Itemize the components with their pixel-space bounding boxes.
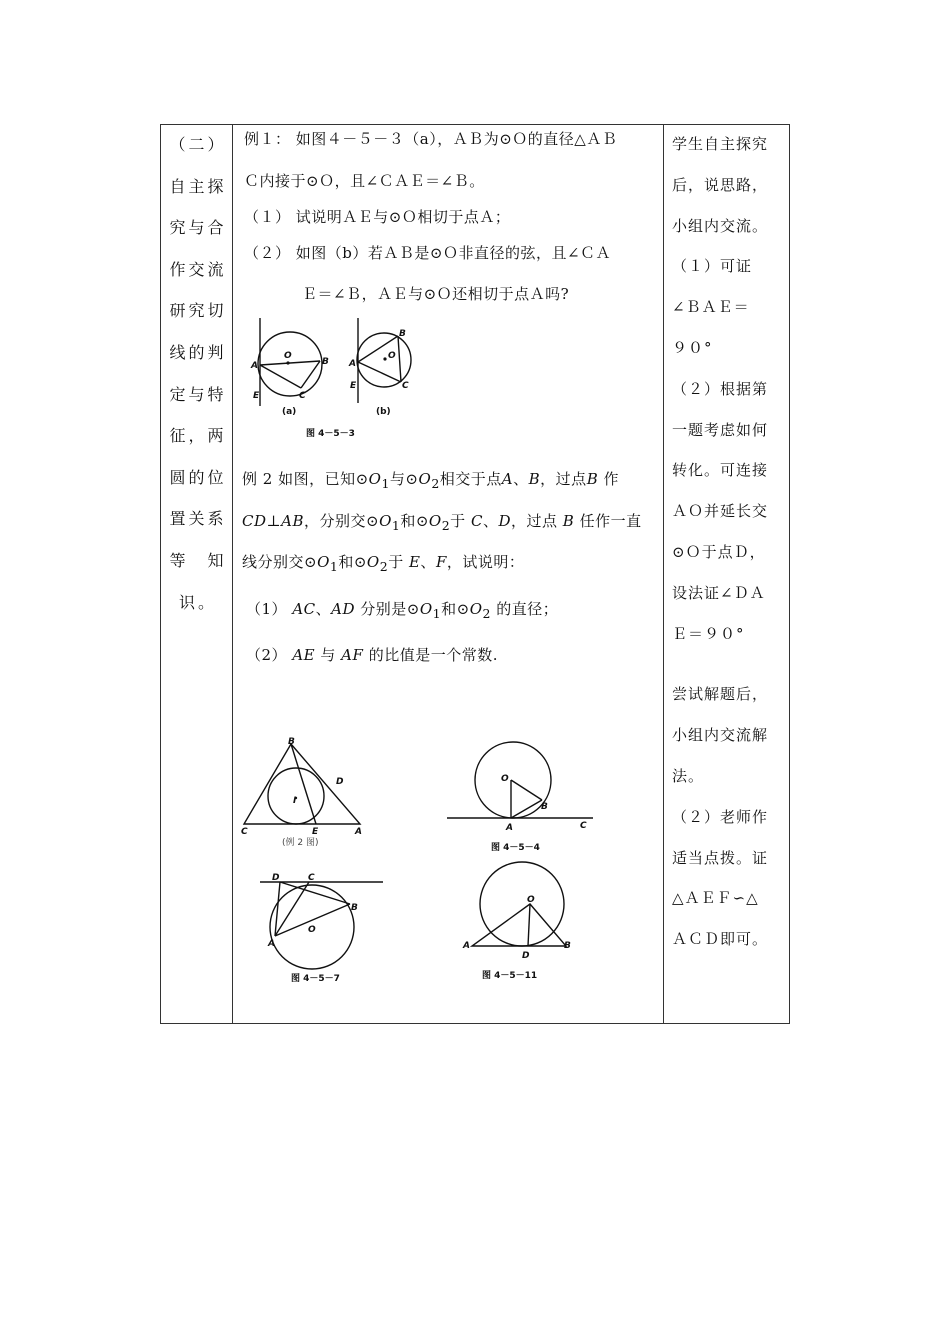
activity-line: （１）可证 (672, 257, 753, 276)
example1-line: Ｅ＝∠Ｂ，ＡＥ与⊙Ｏ还相切于点Ａ吗? (302, 285, 570, 303)
label-B: B (322, 357, 329, 367)
figure-caption: 图 4－5－11 (482, 971, 538, 981)
figure-caption: 图 4－5－7 (291, 974, 340, 984)
label-E: E (350, 381, 357, 391)
activity-line: 一题考虑如何 (672, 420, 769, 439)
activity-line: 适当点拨。证 (672, 848, 769, 867)
label-A: A (268, 939, 275, 949)
figure-4-5-7 (255, 868, 395, 988)
figure-4-5-4 (445, 738, 595, 853)
section-line: 作交流 (169, 259, 227, 279)
section-line: 圆的位 (169, 467, 227, 487)
label-B: B (351, 903, 358, 913)
label-C: C (308, 873, 315, 883)
label-I: I (293, 796, 297, 806)
label-B: B (541, 802, 548, 812)
activity-line: （２）根据第 (672, 379, 769, 398)
example1-line: （２） 如图（b）若ＡＢ是⊙Ｏ非直径的弦，且∠ＣＡ (244, 244, 612, 262)
activity-line: ⊙Ｏ于点Ｄ， (672, 542, 766, 561)
label-A: A (463, 941, 470, 951)
example2-line: 例 2 如图，已知$⊙O_1$与$⊙O_2$相交于点A、B，过点B 作 (242, 470, 619, 491)
activity-line: ＡＣＤ即可。 (672, 930, 769, 949)
figure-example2 (238, 736, 368, 851)
activity-line: 后，说思路， (672, 175, 769, 194)
figure-caption: 图 4－5－3 (306, 429, 355, 439)
section-line: 究与合 (169, 218, 227, 238)
activity-line: 设法证∠ＤＡ (672, 583, 766, 602)
section-line: 识。 (178, 592, 217, 612)
figure-caption: (例 2 图) (282, 838, 319, 848)
label-B: B (288, 737, 295, 747)
label-O: O (501, 774, 509, 784)
label-O: O (388, 351, 396, 361)
column-divider (663, 124, 664, 1024)
label-D: D (336, 777, 344, 787)
example2-question-1: （1） AC、AD 分别是$⊙O_1$和$⊙O_2$ 的直径； (246, 600, 559, 621)
example1-line: 例１： 如图４－５－３（a），ＡＢ为⊙Ｏ的直径△ＡＢ (244, 130, 618, 148)
label-C: C (299, 391, 306, 401)
label-O: O (284, 351, 292, 361)
figure-caption: 图 4－5－4 (491, 843, 540, 853)
label-A: A (355, 827, 362, 837)
activity-line: 转化。可连接 (672, 461, 769, 480)
section-line: （二） (169, 135, 227, 154)
label-O: O (527, 895, 535, 905)
example2-question-2: （2） AE 与 AF 的比值是一个常数. (246, 646, 498, 664)
label-O: O (308, 925, 316, 935)
label-E: E (253, 391, 260, 401)
label-A: A (506, 823, 513, 833)
activity-line: ＡＯ并延长交 (672, 502, 769, 521)
example1-line: （１） 试说明ＡＥ与⊙Ｏ相切于点Ａ； (244, 208, 511, 226)
section-line: 研究切 (169, 301, 227, 321)
activity-line: ９０° (672, 338, 713, 357)
activity-line: ∠ＢＡＥ＝ (672, 298, 750, 317)
subfigure-a-label: (a) (282, 407, 297, 417)
example2-line: CD⊥AB，分别交$⊙O_1$和$⊙O_2$于 C、D，过点 B 任作一直 (242, 512, 642, 533)
section-line: 定与特 (169, 384, 227, 404)
activity-line: Ｅ＝９０° (672, 624, 745, 643)
section-line: 线的判 (169, 342, 227, 362)
label-B: B (399, 329, 406, 339)
figure-4-5-11 (458, 858, 588, 988)
activity-line: △ＡＥＦ∽△ (672, 889, 759, 908)
activity-line: （２）老师作 (672, 807, 769, 826)
section-line: 征，两 (169, 426, 227, 446)
section-line: 置关系 (169, 509, 227, 529)
column-divider (232, 124, 233, 1024)
activity-line: 小组内交流。 (672, 216, 769, 235)
label-E: E (312, 827, 319, 837)
label-A: A (349, 359, 356, 369)
activity-line: 法。 (672, 766, 705, 785)
activity-line: 小组内交流解 (672, 726, 769, 745)
example1-line: Ｃ内接于⊙Ｏ，且∠ＣＡＥ＝∠Ｂ。 (244, 172, 485, 190)
label-C: C (241, 827, 248, 837)
activity-line: 尝试解题后， (672, 685, 769, 704)
label-D: D (522, 951, 530, 961)
section-line: 自主探 (169, 176, 227, 196)
example2-line: 线分别交$⊙O_1$和$⊙O_2$于 E、F，试说明： (242, 553, 525, 574)
section-column (164, 124, 232, 623)
label-D: D (272, 873, 280, 883)
subfigure-b-label: (b) (376, 407, 391, 417)
label-A: A (251, 361, 258, 371)
activity-line: 学生自主探究 (672, 135, 769, 153)
figure-4-5-3 (248, 318, 428, 443)
label-C: C (402, 381, 409, 391)
label-B: B (564, 941, 571, 951)
student-activity-column (672, 124, 786, 960)
section-line: 等 知 (169, 550, 227, 570)
label-C: C (580, 821, 587, 831)
